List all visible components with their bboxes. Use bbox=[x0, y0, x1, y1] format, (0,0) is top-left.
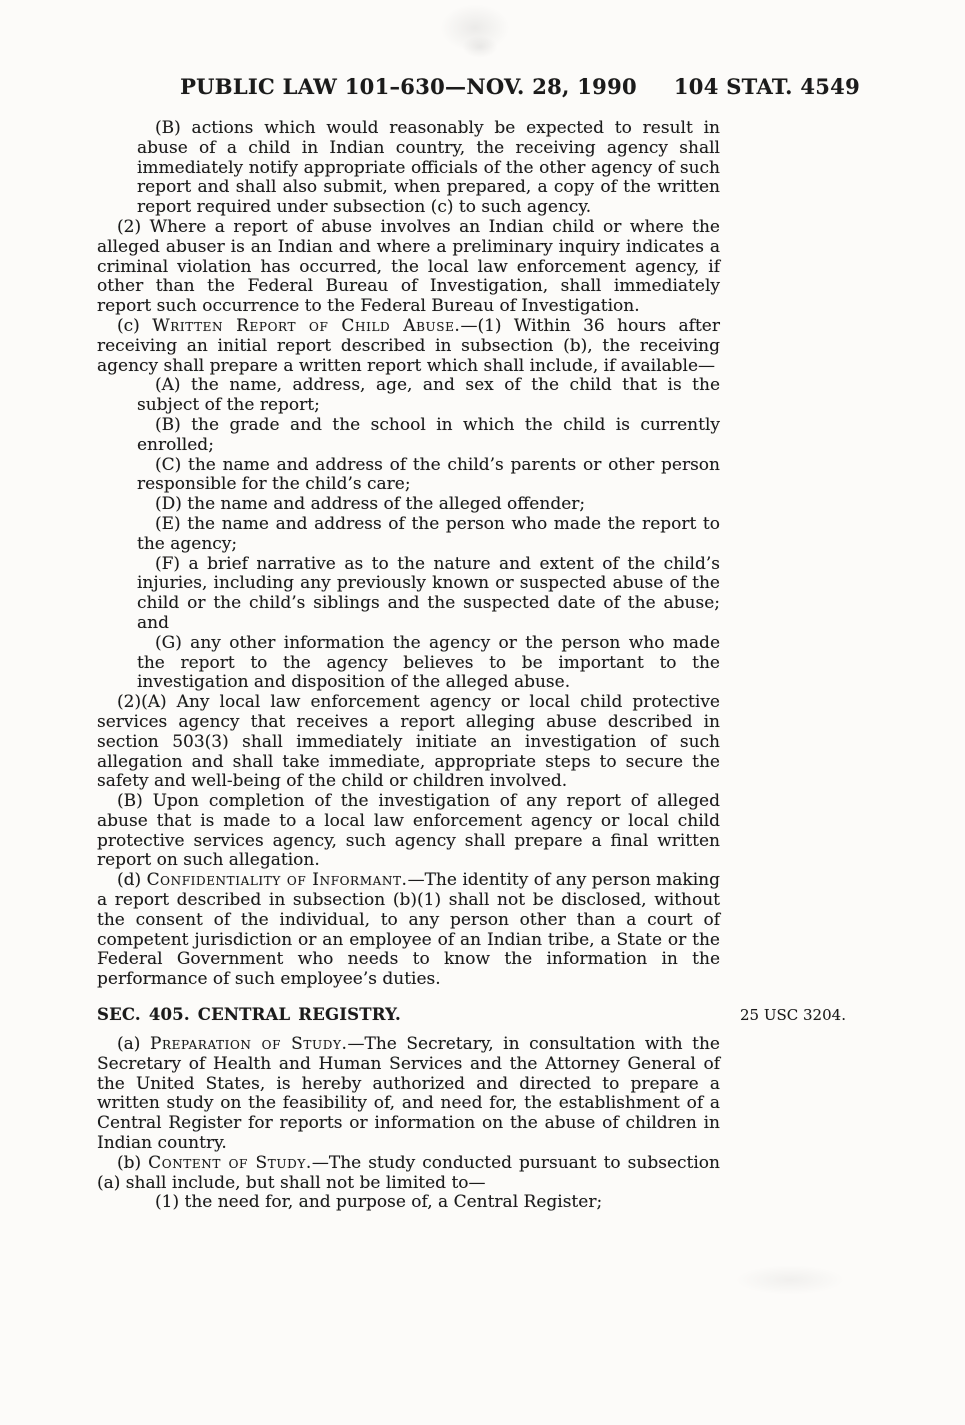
page-header-stat-number: 104 STAT. 4549 bbox=[673, 74, 860, 99]
text-run: (C) the name and address of the child’s parents or other person responsible for the child’s care; bbox=[137, 454, 720, 495]
paragraph bbox=[97, 1035, 720, 1154]
text-run: (B) Upon completion of the investigation of any report of alleged abuse that is made to a local law enforcement agency or local child protective services agency, such agency shall prepare a final written report on such allegation. bbox=[97, 791, 720, 871]
paragraph bbox=[137, 416, 720, 456]
text-run: (a) bbox=[117, 1034, 150, 1055]
text-run: (F) a brief narrative as to the nature and extent of the child’s injuries, including any previously known or suspected abuse of the child or the child’s siblings and the suspected date of the abuse; and bbox=[137, 553, 720, 633]
paragraph bbox=[137, 515, 720, 555]
smallcaps-run: Content of Study. bbox=[148, 1152, 312, 1173]
text-run: (G) any other information the agency or the person who made the report to the agency believes to be important to the investigation and disposition of the alleged abuse. bbox=[137, 632, 720, 693]
section-heading-row bbox=[97, 1005, 846, 1025]
paragraph bbox=[137, 1193, 720, 1213]
paragraph bbox=[97, 792, 720, 871]
text-run: —(1) Within 36 hours after receiving an initial report described in subsection (b), the receiving agency shall prepare a written report which shall include, if available— bbox=[97, 315, 720, 376]
scan-smudge bbox=[462, 36, 498, 58]
text-run: (B) the grade and the school in which the child is currently enrolled; bbox=[137, 414, 720, 455]
text-run: (D) the name and address of the alleged offender; bbox=[155, 494, 586, 515]
paragraph bbox=[137, 495, 720, 515]
text-run: (c) bbox=[117, 315, 153, 336]
text-run: (d) bbox=[117, 870, 147, 891]
uscode-margin-note: 25 USC 3204. bbox=[740, 1006, 846, 1025]
paragraph bbox=[97, 317, 720, 376]
text-run: —The Secretary, in consultation with the Secretary of Health and Human Services and the Attorney General of the United States, is hereby authorized and directed to prepare a written study on the feasibility of, and need for, the establishment of a Central Register for reports or information on the abuse of children in Indian country. bbox=[97, 1034, 720, 1154]
paragraph bbox=[97, 1154, 720, 1194]
scan-smudge bbox=[735, 1265, 845, 1295]
section-heading: SEC. 405. CENTRAL REGISTRY. bbox=[97, 1005, 401, 1025]
paragraph bbox=[137, 376, 720, 416]
text-run: (E) the name and address of the person who made the report to the agency; bbox=[137, 513, 720, 554]
text-run: (1) the need for, and purpose of, a Central Register; bbox=[155, 1192, 603, 1213]
paragraph bbox=[137, 119, 720, 218]
paragraph bbox=[97, 218, 720, 317]
smallcaps-run: Written Report of Child Abuse. bbox=[152, 315, 461, 336]
page-header-law-title: PUBLIC LAW 101–630—NOV. 28, 1990 bbox=[180, 74, 637, 99]
text-run: (b) bbox=[117, 1152, 149, 1173]
paragraph bbox=[137, 456, 720, 496]
text-run: (2)(A) Any local law enforcement agency or local child protective services agency that receives a report alleging abuse described in section 503(3) shall immediately initiate an investigation of such allegation and shall take immediate, appropriate steps to secure the safety and well-being of the child or children involved. bbox=[97, 692, 720, 792]
scan-smudge bbox=[440, 4, 510, 52]
smallcaps-run: Preparation of Study. bbox=[149, 1034, 348, 1055]
text-run: (2) Where a report of abuse involves an Indian child or where the alleged abuser is an Indian and where a preliminary inquiry indicates a criminal violation has occurred, the local law enforcement agency, if other than the Federal Bureau of Investigation, shall immediately report such occurrence to the Federal Bureau of Investigation. bbox=[97, 216, 720, 317]
paragraph bbox=[97, 871, 720, 990]
smallcaps-run: Confidentiality of Informant. bbox=[146, 870, 408, 891]
text-run: —The study conducted pursuant to subsection (a) shall include, but shall not be limited to— bbox=[97, 1152, 720, 1193]
text-run: (A) the name, address, age, and sex of the child that is the subject of the report; bbox=[137, 375, 720, 416]
text-run: —The identity of any person making a report described in subsection (b)(1) shall not be disclosed, without the consent of the individual, to any person other than a court of competent jurisdiction or an employee of an Indian tribe, a State or the Federal Government who needs to know the information in the performance of such employee’s duties. bbox=[97, 870, 720, 990]
text-run: (B) actions which would reasonably be expected to result in abuse of a child in Indian country, the receiving agency shall immediately notify appropriate officials of the other agency of such report and shall also submit, when prepared, a copy of the written report required under subsection (c) to such agency. bbox=[137, 118, 720, 218]
paragraph bbox=[97, 693, 720, 792]
body-text bbox=[97, 118, 846, 1213]
paragraph bbox=[137, 634, 720, 693]
paragraph bbox=[137, 555, 720, 634]
